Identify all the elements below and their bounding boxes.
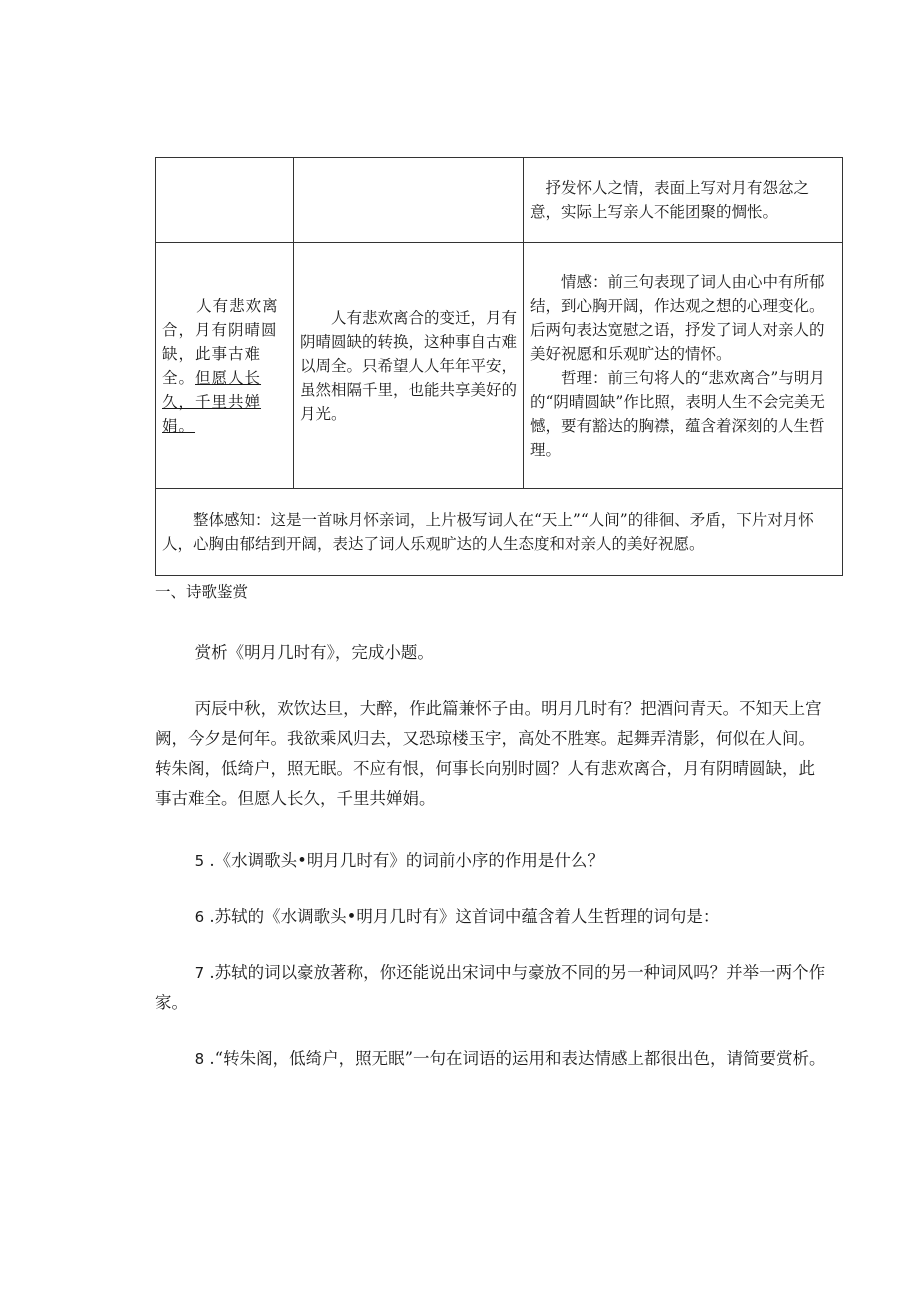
question-text: .苏轼的《水调歌头•明月几时有》这首词中蕴含着人生哲理的词句是： <box>204 907 720 926</box>
cell-translation <box>294 158 524 243</box>
question-number: 7 <box>194 964 205 982</box>
poem-text: 丙辰中秋，欢饮达旦，大醉，作此篇兼怀子由。明月几时有？把酒问青天。不知天上宫阙，今夕是何年。我欲乘风归去，又恐琼楼玉宇，高处不胜寒。起舞弄清影，何似在人间。转朱阁，低绮户，照无眠。不应有恨，何事长向别时圆？人有悲欢离合，月有阴晴圆缺，此事古难全。但愿人长久，千里共婵娟。 <box>155 699 822 808</box>
instruction-text: 赏析《明月几时有》，完成小题。 <box>194 643 434 662</box>
cell-original-text <box>156 158 294 243</box>
philosophy-text: 哲理：前三句将人的“悲欢离合”与明月的“阴晴圆缺”作比照，表明人生不会完美无憾，要有豁达的胸襟，蕴含着深刻的人生哲理。 <box>530 368 825 459</box>
analysis-table <box>155 157 843 576</box>
question-number: 8 <box>194 1050 205 1068</box>
table-row <box>156 243 843 489</box>
question-8 <box>155 1044 831 1074</box>
translation-text: 人有悲欢离合的变迁，月有阴晴圆缺的转换，这种事自古难以周全。只希望人人年年平安，虽然相隔千里，也能共享美好的月光。 <box>300 308 518 423</box>
emotion-text: 情感：前三句表现了词人由心中有所郁结，到心胸开阔，作达观之想的心理变化。后两句表达宽慰之语，抒发了词人对亲人的美好祝愿和乐观旷达的情怀。 <box>530 272 825 363</box>
question-text: .苏轼的词以豪放著称，你还能说出宋词中与豪放不同的另一种词风吗？并举一两个作家。 <box>155 963 826 1012</box>
cell-analysis <box>524 158 843 243</box>
original-plain: 人有悲欢离合，月有阴晴圆缺，此事古难全。 <box>162 296 279 387</box>
question-text: .《水调歌头•明月几时有》的词前小序的作用是什么？ <box>204 851 604 870</box>
cell-overall-perception <box>156 489 843 576</box>
original-lines <box>162 294 287 438</box>
cell-translation <box>294 243 524 489</box>
question-text: .“转朱阁，低绮户，照无眠”一句在词语的运用和表达情感上都很出色，请简要赏析。 <box>204 1049 826 1068</box>
question-5 <box>155 846 831 876</box>
cell-analysis <box>524 243 843 489</box>
overall-text: 整体感知：这是一首咏月怀亲词，上片极写词人在“天上”“人间”的徘徊、矛盾，下片对月怀人，心胸由郁结到开阔，表达了词人乐观旷达的人生态度和对亲人的美好祝愿。 <box>162 511 814 553</box>
question-7 <box>155 958 831 1018</box>
analysis-text: 抒发怀人之情，表面上写对月有怨忿之意，实际上写亲人不能团聚的惆怅。 <box>530 179 810 221</box>
question-number: 5 <box>194 852 205 870</box>
original-underlined: 但愿人长久，千里共婵娟。 <box>162 368 262 435</box>
question-number: 6 <box>194 908 205 926</box>
table-row <box>156 489 843 576</box>
question-6 <box>155 902 831 932</box>
cell-original-text <box>156 243 294 489</box>
table-row <box>156 158 843 243</box>
section-heading: 一、诗歌鉴赏 <box>155 583 249 601</box>
